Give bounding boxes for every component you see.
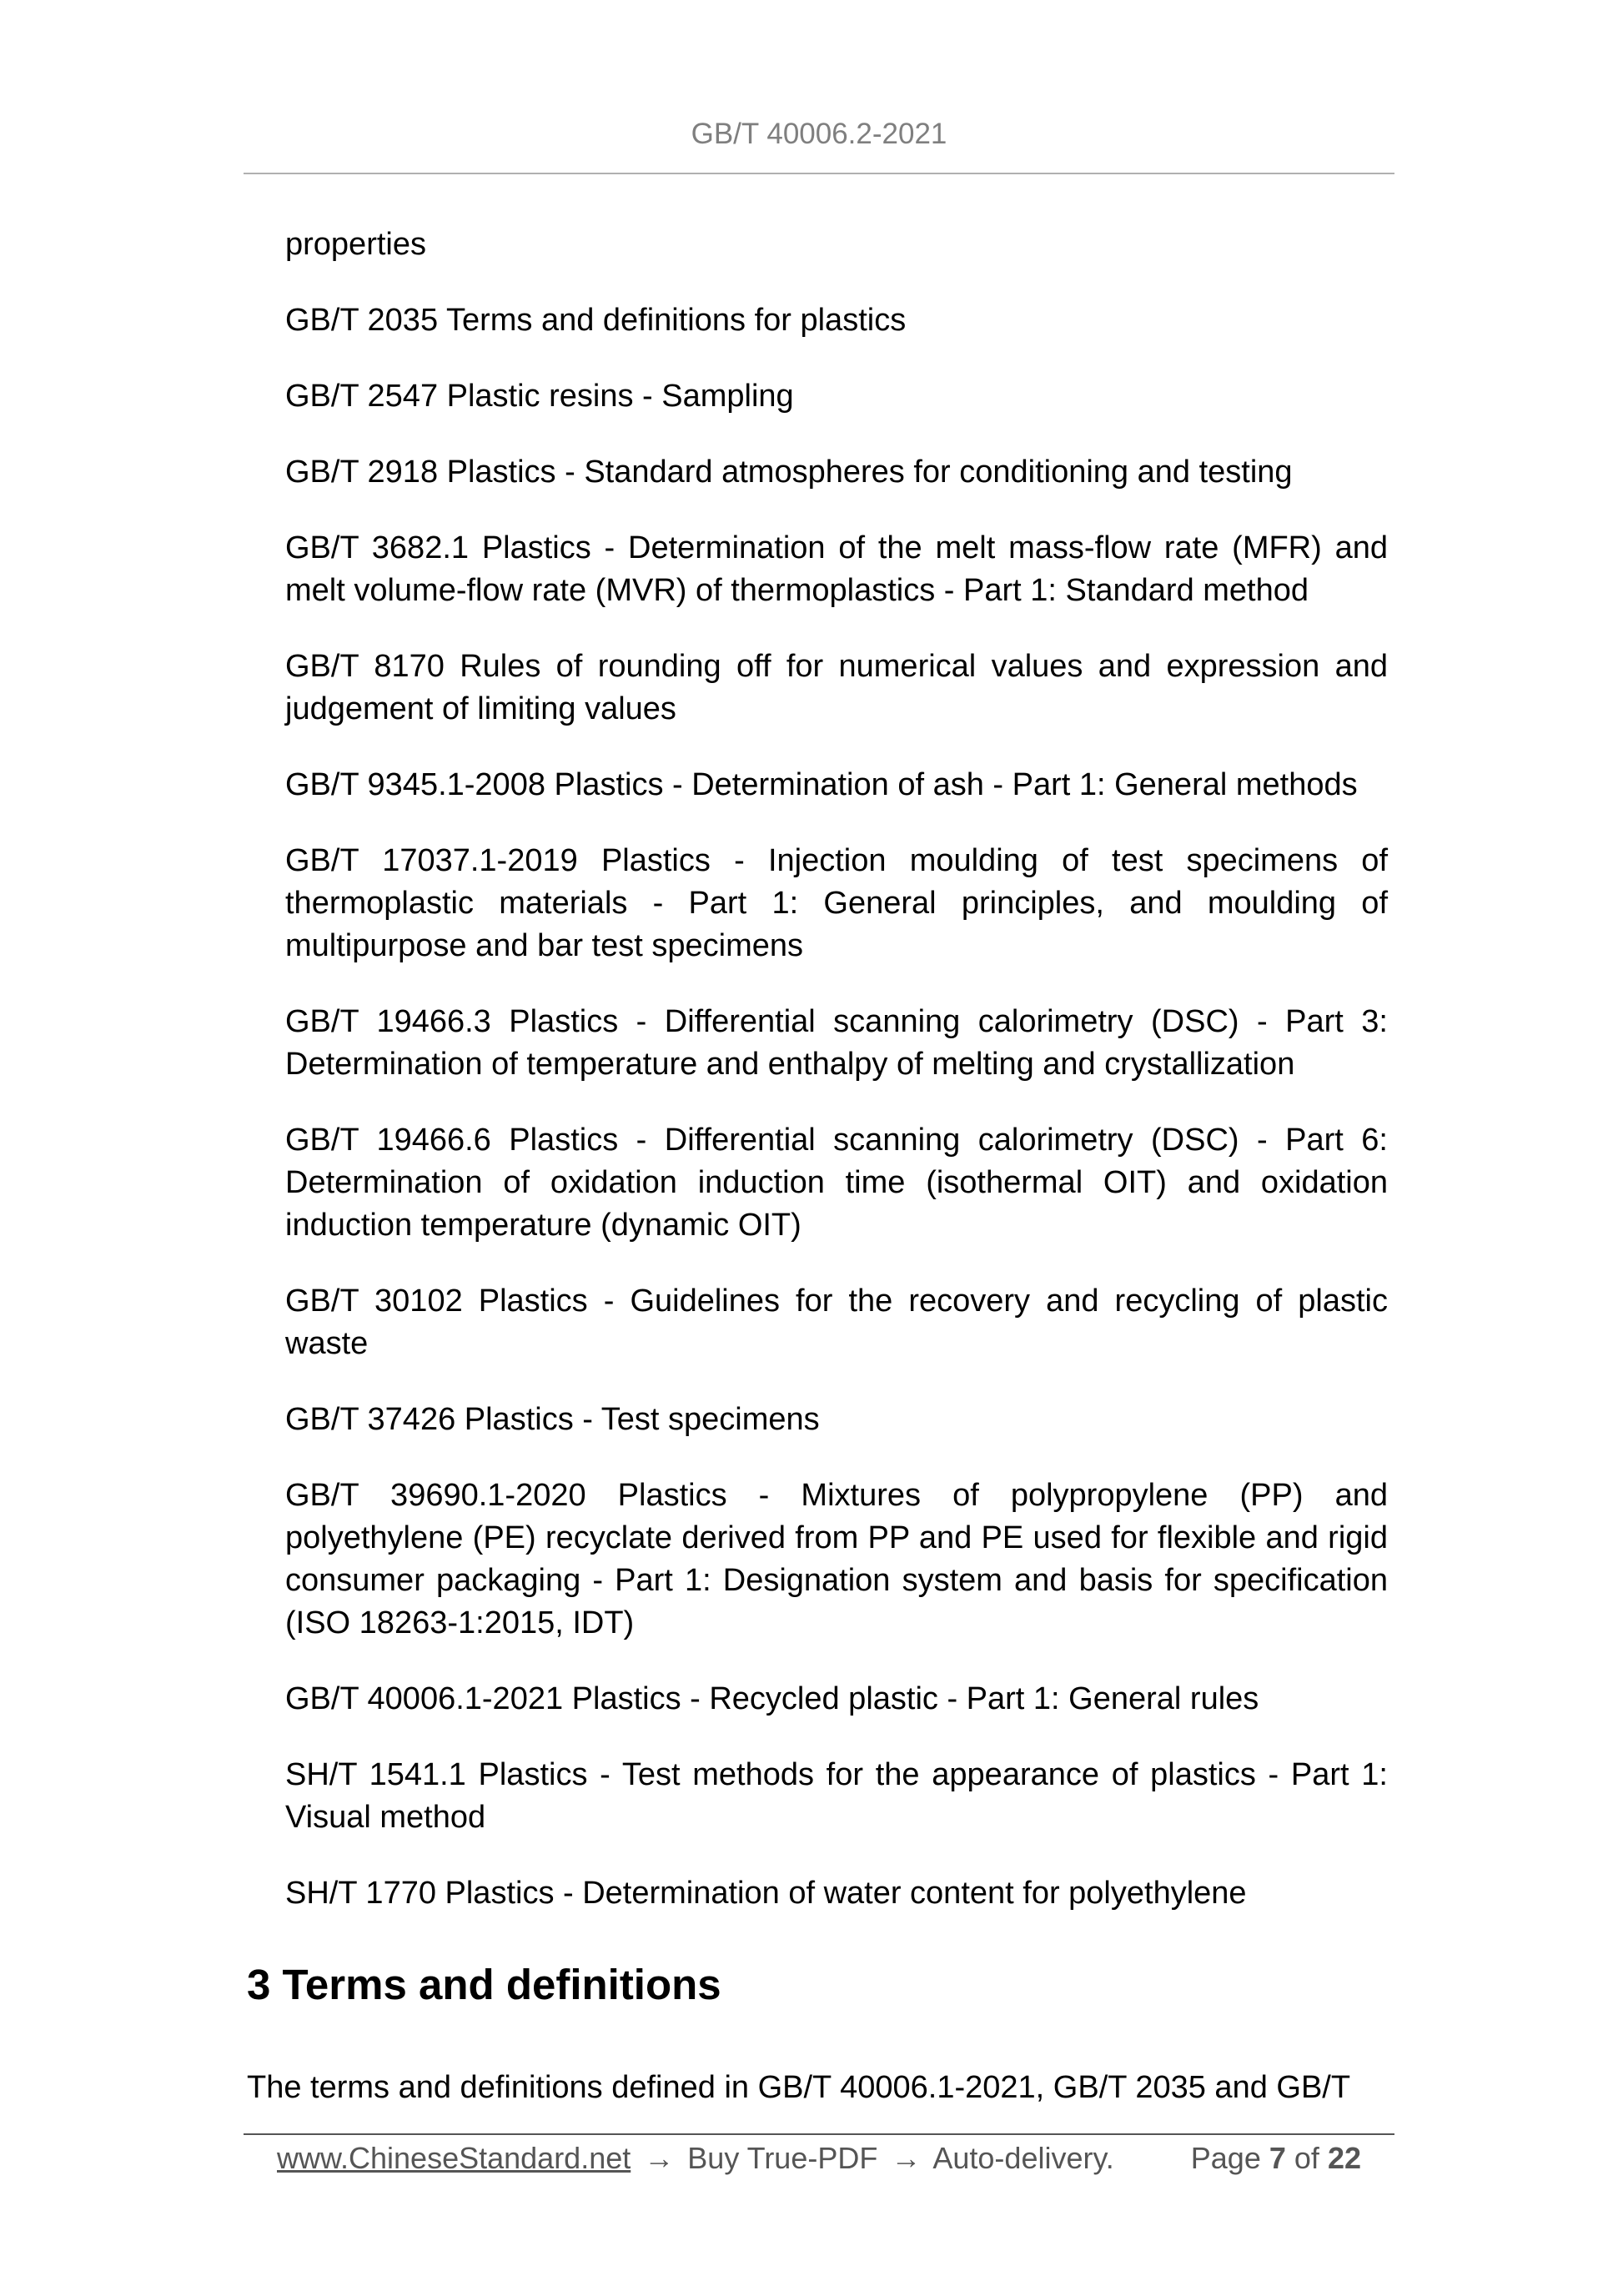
reference-item: GB/T 2035 Terms and definitions for plastics [285, 303, 907, 338]
section-paragraph: The terms and definitions defined in GB/T 40006.1-2021, GB/T 2035 and GB/T [247, 2070, 1351, 2105]
header-divider [244, 173, 1394, 174]
reference-item: GB/T 8170 Rules of rounding off for numerical values and expression and judgement of limiting values [285, 649, 1388, 726]
auto-delivery-text: Auto-delivery. [932, 2141, 1114, 2175]
arrow-right-icon: → [644, 2141, 675, 2175]
reference-item: SH/T 1770 Plastics - Determination of water content for polyethylene [285, 1876, 1247, 1911]
arrow-right-icon: → [891, 2141, 922, 2175]
references-list [285, 224, 1388, 1948]
reference-item: GB/T 17037.1-2019 Plastics - Injection moulding of test specimens of thermoplastic materials - Part 1: General principles, and moulding of multipurpose and bar test specimens [285, 843, 1388, 963]
page-total: 22 [1327, 2141, 1361, 2175]
page-indicator [1191, 2138, 1361, 2179]
page-of-label: of [1294, 2141, 1319, 2175]
reference-item: SH/T 1541.1 Plastics - Test methods for the appearance of plastics - Part 1: Visual method [285, 1757, 1388, 1835]
footer-divider [244, 2133, 1394, 2135]
website-link[interactable]: www.ChineseStandard.net [277, 2141, 631, 2175]
reference-item: GB/T 9345.1-2008 Plastics - Determination of ash - Part 1: General methods [285, 767, 1358, 802]
reference-item: GB/T 3682.1 Plastics - Determination of the melt mass-flow rate (MFR) and melt volume-flow rate (MVR) of thermoplastics - Part 1: Standard method [285, 530, 1388, 608]
reference-item: GB/T 2547 Plastic resins - Sampling [285, 379, 794, 414]
reference-item: GB/T 19466.6 Plastics - Differential scanning calorimetry (DSC) - Part 6: Determination of oxidation induction time (isothermal OIT) and oxidation induction temperature (dynamic OIT) [285, 1123, 1388, 1243]
reference-item: GB/T 19466.3 Plastics - Differential scanning calorimetry (DSC) - Part 3: Determination of temperature and enthalpy of melting and crystallization [285, 1004, 1388, 1082]
section-heading: 3 Terms and definitions [247, 1961, 721, 2008]
reference-item: GB/T 30102 Plastics - Guidelines for the recovery and recycling of plastic waste [285, 1284, 1388, 1361]
header-doc-id: GB/T 40006.2-2021 [691, 118, 947, 150]
reference-item: GB/T 37426 Plastics - Test specimens [285, 1402, 820, 1437]
page-label: Page [1190, 2141, 1261, 2175]
reference-item: GB/T 39690.1-2020 Plastics - Mixtures of polypropylene (PP) and polyethylene (PE) recyclate derived from PP and PE used for flexible and rigid consumer packaging - Part 1: Designation system and basis for specification (ISO 18263-1:2015, IDT) [285, 1478, 1388, 1640]
buy-true-pdf-text: Buy True-PDF [687, 2141, 878, 2175]
reference-item: GB/T 2918 Plastics - Standard atmospheres for conditioning and testing [285, 455, 1293, 490]
reference-item: GB/T 40006.1-2021 Plastics - Recycled plastic - Part 1: General rules [285, 1681, 1259, 1716]
page-current: 7 [1269, 2141, 1286, 2175]
footer [277, 2138, 1361, 2179]
reference-item: properties [285, 227, 426, 262]
